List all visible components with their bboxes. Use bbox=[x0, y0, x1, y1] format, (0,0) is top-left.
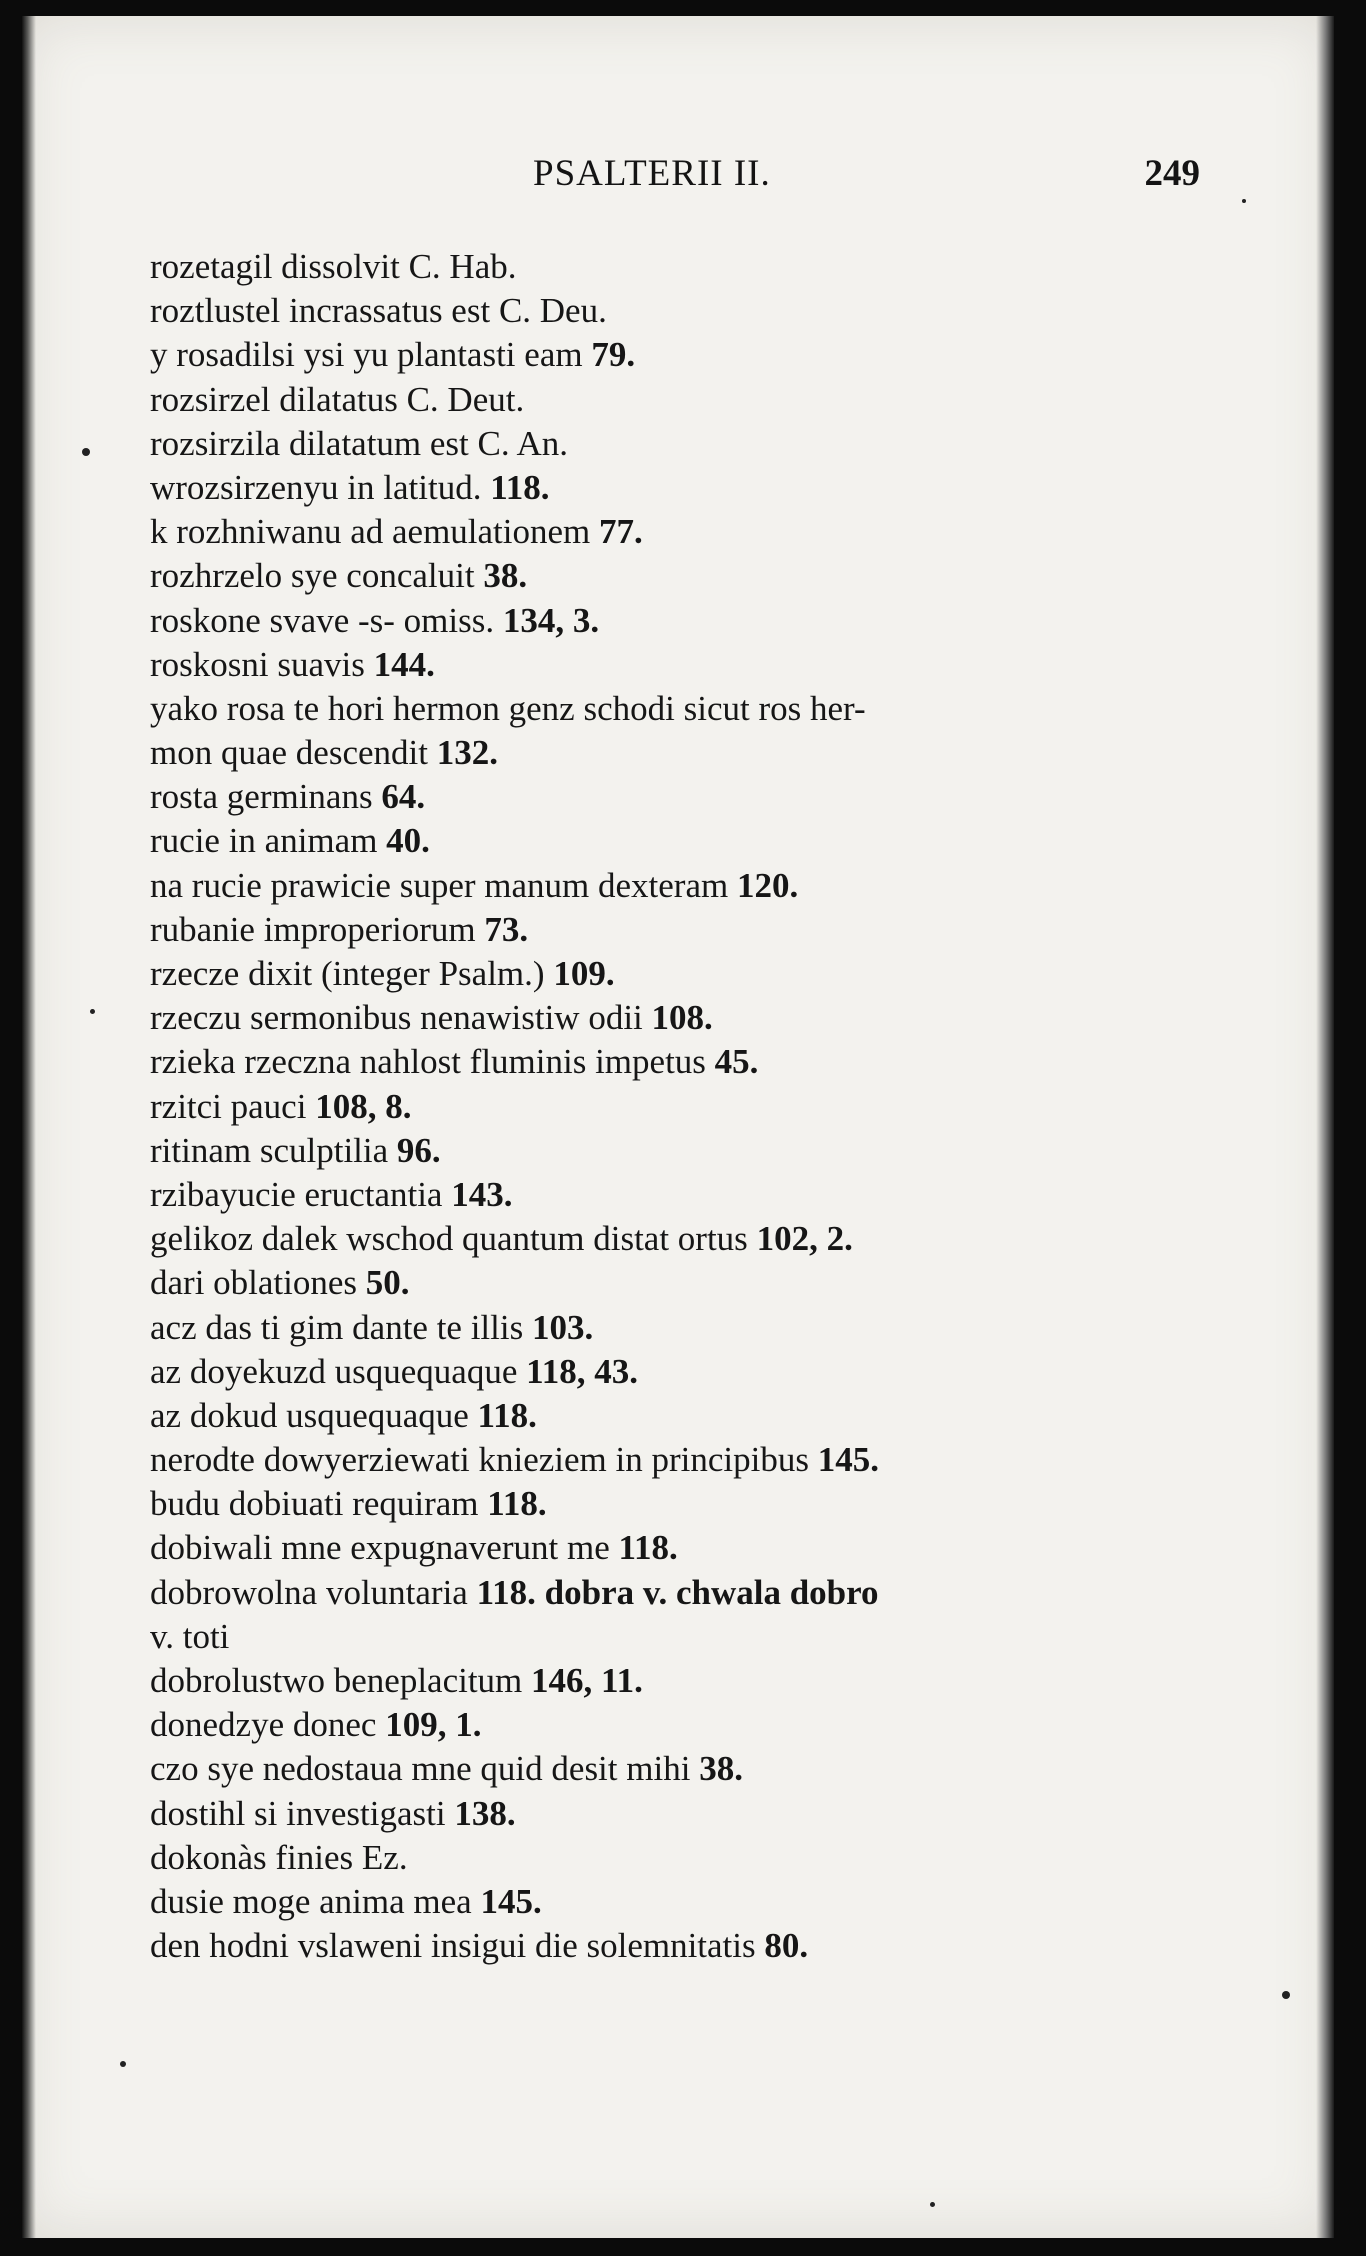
glossary-entries bbox=[150, 245, 1210, 1968]
glossary-entry bbox=[150, 466, 1210, 510]
entry-text: rosta germinans bbox=[150, 777, 373, 817]
glossary-entry bbox=[150, 775, 1210, 819]
entry-text: czo sye nedostaua mne quid desit mihi bbox=[150, 1749, 691, 1789]
entry-text: ritinam sculptilia bbox=[150, 1130, 389, 1170]
entry-reference: 109, 1. bbox=[385, 1705, 482, 1745]
entry-text: na rucie prawicie super manum dexteram bbox=[150, 865, 729, 905]
entry-reference: 120. bbox=[736, 865, 799, 905]
glossary-entry bbox=[150, 1306, 1210, 1350]
glossary-entry bbox=[150, 1261, 1210, 1305]
glossary-entry bbox=[150, 599, 1210, 643]
entry-reference: 118. bbox=[477, 1395, 537, 1435]
glossary-entry bbox=[150, 289, 1210, 333]
glossary-entry bbox=[150, 908, 1210, 952]
entry-reference: 64. bbox=[381, 777, 426, 817]
entry-reference: 118. bbox=[490, 467, 550, 507]
entry-reference: 145. bbox=[817, 1440, 879, 1480]
glossary-entry bbox=[150, 1350, 1210, 1394]
entry-reference: 80. bbox=[764, 1926, 809, 1966]
entry-reference: 38. bbox=[483, 556, 528, 596]
entry-text: den hodni vslaweni insigui die solemnitatis bbox=[150, 1926, 756, 1966]
glossary-entry bbox=[150, 1129, 1210, 1173]
glossary-entry bbox=[150, 952, 1210, 996]
entry-text: donedzye donec bbox=[150, 1705, 377, 1745]
glossary-entry bbox=[150, 1880, 1210, 1924]
entry-text: y rosadilsi ysi yu plantasti eam bbox=[150, 335, 583, 375]
entry-text: rozsirzel dilatatus C. Deut. bbox=[150, 379, 525, 419]
glossary-entry bbox=[150, 1526, 1210, 1570]
glossary-entry bbox=[150, 510, 1210, 554]
glossary-entry bbox=[150, 996, 1210, 1040]
glossary-entry bbox=[150, 1040, 1210, 1084]
glossary-entry bbox=[150, 245, 1210, 289]
entry-text: v. toti bbox=[150, 1616, 230, 1656]
entry-text: rzieka rzeczna nahlost fluminis impetus bbox=[150, 1042, 706, 1082]
entry-reference: 40. bbox=[386, 821, 430, 861]
entry-text: dobrolustwo beneplacitum bbox=[150, 1661, 523, 1700]
entry-reference: 138. bbox=[454, 1793, 516, 1833]
entry-text: yako rosa te hori hermon genz schodi sicut ros her- bbox=[150, 688, 866, 728]
entry-reference: 146, 11. bbox=[531, 1661, 643, 1700]
glossary-entry bbox=[150, 1085, 1210, 1129]
entry-text: rucie in animam bbox=[150, 821, 378, 861]
print-speck bbox=[82, 448, 90, 456]
glossary-entry bbox=[150, 1924, 1210, 1968]
glossary-entry bbox=[150, 1173, 1210, 1217]
entry-text: budu dobiuati requiram bbox=[150, 1484, 479, 1524]
book-page bbox=[22, 16, 1334, 2238]
entry-reference: 38. bbox=[699, 1749, 743, 1789]
entry-text: rzecze dixit (integer Psalm.) bbox=[150, 954, 545, 993]
running-title: PSALTERII II. bbox=[533, 153, 771, 194]
entry-text: az dokud usquequaque bbox=[150, 1395, 469, 1435]
page-number: 249 bbox=[1144, 153, 1200, 194]
glossary-entry bbox=[150, 1394, 1210, 1438]
entry-reference: 109. bbox=[553, 954, 615, 993]
glossary-entry bbox=[150, 554, 1210, 598]
entry-text: rozetagil dissolvit C. Hab. bbox=[150, 247, 517, 286]
entry-text: dokonàs finies Ez. bbox=[150, 1837, 408, 1877]
entry-text: rubanie improperiorum bbox=[150, 909, 476, 949]
entry-text: rozhrzelo sye concaluit bbox=[150, 556, 475, 596]
glossary-entry bbox=[150, 1482, 1210, 1526]
glossary-entry bbox=[150, 1615, 1210, 1659]
print-speck bbox=[1242, 199, 1246, 203]
entry-reference: 118. bbox=[487, 1484, 547, 1524]
glossary-entry bbox=[150, 1438, 1210, 1482]
entry-text: acz das ti gim dante te illis bbox=[150, 1307, 524, 1347]
entry-text: nerodte dowyerziewati knieziem in principibus bbox=[150, 1440, 809, 1480]
glossary-entry bbox=[150, 422, 1210, 466]
entry-text: rzeczu sermonibus nenawistiw odii bbox=[150, 998, 643, 1038]
entry-reference: 145. bbox=[480, 1881, 542, 1921]
print-speck bbox=[90, 1009, 95, 1014]
print-speck bbox=[120, 2061, 126, 2067]
glossary-entry bbox=[150, 378, 1210, 422]
glossary-entry bbox=[150, 1571, 1210, 1615]
entry-reference: 118. bbox=[618, 1528, 678, 1568]
entry-text: dusie moge anima mea bbox=[150, 1881, 472, 1921]
glossary-entry bbox=[150, 333, 1210, 377]
entry-reference: 144. bbox=[373, 644, 435, 684]
entry-text: rozsirzila dilatatum est C. An. bbox=[150, 423, 568, 463]
entry-text: dobrowolna voluntaria bbox=[150, 1572, 468, 1612]
entry-text: roskone svave -s- omiss. bbox=[150, 600, 495, 640]
entry-reference: 103. bbox=[531, 1307, 594, 1347]
entry-reference: 102, 2. bbox=[756, 1219, 853, 1259]
print-speck bbox=[1282, 1991, 1290, 1999]
entry-reference: 79. bbox=[591, 335, 636, 375]
glossary-entry bbox=[150, 1659, 1210, 1703]
entry-reference: 134, 3. bbox=[502, 600, 600, 640]
glossary-entry bbox=[150, 731, 1210, 775]
glossary-entry bbox=[150, 1217, 1210, 1261]
entry-text: mon quae descendit bbox=[150, 733, 428, 773]
entry-text: rzitci pauci bbox=[150, 1086, 307, 1126]
glossary-entry bbox=[150, 687, 1210, 731]
entry-reference: 50. bbox=[365, 1263, 410, 1303]
running-head bbox=[150, 152, 1200, 202]
entry-reference: 45. bbox=[714, 1042, 759, 1082]
entry-text: roztlustel incrassatus est C. Deu. bbox=[150, 291, 607, 331]
entry-text: roskosni suavis bbox=[150, 644, 365, 684]
entry-text: dari oblationes bbox=[150, 1263, 358, 1303]
glossary-entry bbox=[150, 1747, 1210, 1791]
entry-text: dobiwali mne expugnaverunt me bbox=[150, 1528, 610, 1568]
entry-reference: 73. bbox=[484, 909, 529, 949]
glossary-entry bbox=[150, 643, 1210, 687]
entry-text: k rozhniwanu ad aemulationem bbox=[150, 512, 591, 552]
entry-text: rzibayucie eructantia bbox=[150, 1174, 443, 1214]
entry-text: wrozsirzenyu in latitud. bbox=[150, 467, 482, 507]
entry-reference: 77. bbox=[599, 512, 643, 552]
print-speck bbox=[930, 2202, 935, 2207]
entry-reference: 132. bbox=[436, 733, 498, 773]
glossary-entry bbox=[150, 1703, 1210, 1747]
entry-reference: 118, 43. bbox=[526, 1351, 638, 1391]
entry-reference: 96. bbox=[396, 1130, 441, 1170]
glossary-entry bbox=[150, 1792, 1210, 1836]
entry-reference: 108. bbox=[651, 998, 713, 1038]
entry-reference: 118. dobra v. chwala dobro bbox=[476, 1572, 879, 1612]
entry-reference: 108, 8. bbox=[315, 1086, 412, 1126]
glossary-entry bbox=[150, 864, 1210, 908]
entry-reference: 143. bbox=[451, 1174, 513, 1214]
glossary-entry bbox=[150, 1836, 1210, 1880]
entry-text: gelikoz dalek wschod quantum distat ortus bbox=[150, 1219, 748, 1259]
entry-text: az doyekuzd usquequaque bbox=[150, 1351, 518, 1391]
entry-text: dostihl si investigasti bbox=[150, 1793, 446, 1833]
glossary-entry bbox=[150, 819, 1210, 863]
